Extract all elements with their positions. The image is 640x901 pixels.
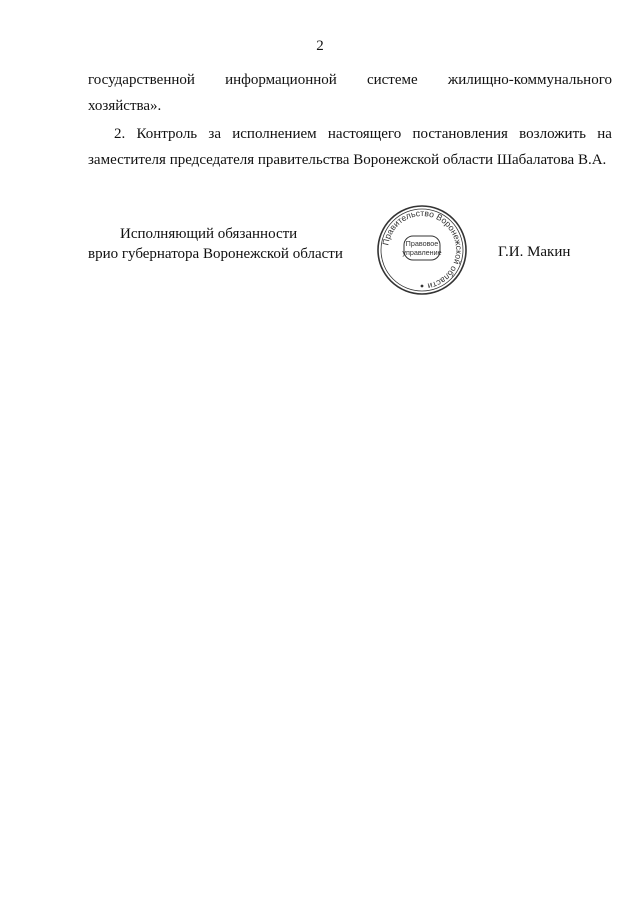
- paragraph-2: [88, 121, 612, 173]
- signer-position-line-2: врио губернатора Воронежской области: [88, 246, 343, 262]
- paragraph-1: [88, 67, 612, 119]
- stamp-inner-line-2: управление: [402, 248, 442, 257]
- word: государственной: [88, 72, 195, 88]
- signer-name: Г.И. Макин: [498, 244, 571, 260]
- paragraph-1-line-2: хозяйства».: [88, 98, 162, 114]
- stamp-star-icon: [421, 285, 424, 288]
- signer-position-line-1: Исполняющий обязанности: [120, 226, 298, 242]
- stamp-outer-text: Правительство Воронежской области: [380, 207, 465, 292]
- stamp-inner-line-1: Правовое: [405, 239, 439, 248]
- word: жилищно-коммунального: [447, 72, 612, 88]
- page-number: 2: [316, 38, 324, 54]
- word: информационной: [225, 72, 337, 88]
- word: на: [597, 126, 612, 142]
- official-stamp: [376, 204, 468, 296]
- word: возложить: [519, 126, 586, 142]
- word: системе: [366, 72, 418, 88]
- word: за: [208, 126, 221, 142]
- paragraph-2-line-1: [88, 121, 612, 147]
- word: настоящего: [327, 126, 402, 142]
- paragraph-1-line-1: [88, 67, 612, 93]
- paragraph-2-line-2: заместителя председателя правительства Воронежской области Шабалатова В.А.: [88, 152, 607, 168]
- word: постановления: [412, 126, 508, 142]
- word: Контроль: [136, 126, 198, 142]
- word: 2.: [114, 126, 126, 142]
- signer-position: [88, 224, 348, 264]
- word: исполнением: [232, 126, 317, 142]
